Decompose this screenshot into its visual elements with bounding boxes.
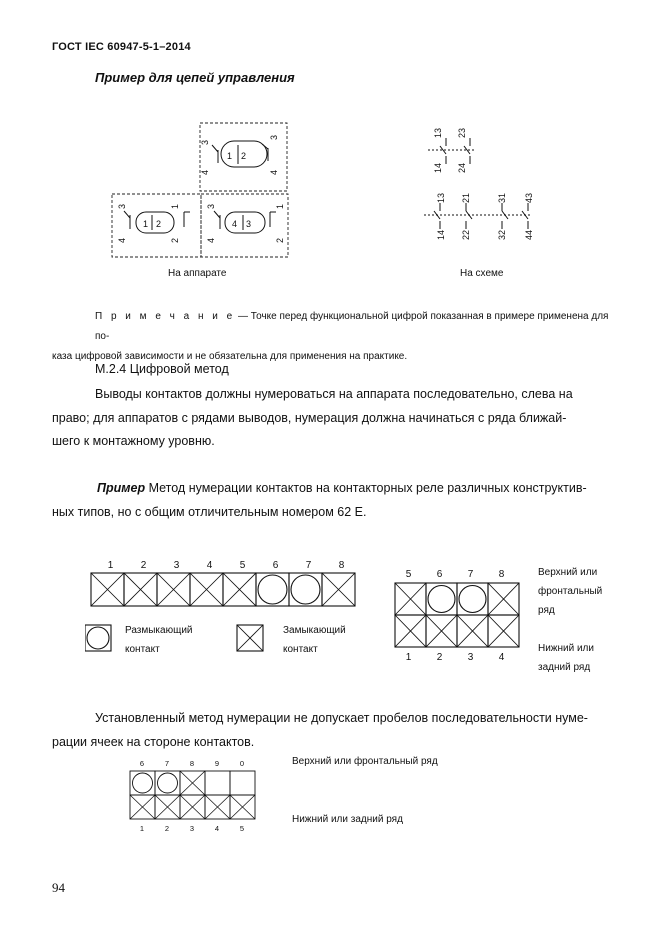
example-text-2: ных типов, но с общим отличительным номером 62 Е. xyxy=(52,504,367,519)
label-line: Верхний или xyxy=(538,567,598,578)
contact-cell xyxy=(85,625,111,651)
opening-contact-circle xyxy=(258,575,287,604)
terminal-number: 5 xyxy=(239,560,246,571)
terminal-number: 3 xyxy=(173,560,180,571)
terminal-number: 5 xyxy=(405,569,412,580)
terminal-number: 0 xyxy=(239,759,245,768)
terminal-number: 7 xyxy=(305,560,312,571)
paragraph-line: право; для аппаратов с рядами выводов, нумерация должна начинаться с ряда ближай- xyxy=(52,410,567,425)
label-line: ряд xyxy=(538,605,555,616)
label-line: Нижний или xyxy=(538,643,594,654)
upper-row-label-small: Верхний или фронтальный ряд xyxy=(292,756,438,767)
scheme-label: 13 xyxy=(433,127,443,138)
scheme-label: 31 xyxy=(497,192,507,203)
opening-contact-circle xyxy=(428,586,455,613)
terminal-number: 3 xyxy=(189,824,195,833)
contact-cell xyxy=(256,573,289,606)
scheme-label: 32 xyxy=(497,229,507,240)
scheme-diagram xyxy=(420,118,550,248)
device-right-coil xyxy=(225,212,265,233)
opening-contact-circle xyxy=(459,586,486,613)
label-line: контакт xyxy=(283,644,318,655)
device-label: 2 xyxy=(275,237,285,243)
device-label: 2 xyxy=(170,237,180,243)
section-title: М.2.4 Цифровой метод xyxy=(95,362,229,376)
opening-contact-circle xyxy=(158,773,178,793)
contact-cell xyxy=(457,583,488,615)
note-label: П р и м е ч а н и е xyxy=(95,311,236,322)
label-line: фронтальный xyxy=(538,586,603,597)
paragraph-line: рации ячеек на стороне контактов. xyxy=(52,734,255,749)
terminal-number: 3 xyxy=(467,652,474,663)
paragraph-line: Выводы контактов должны нумероваться на аппарата последовательно, слева на xyxy=(95,387,573,401)
terminal-number: 8 xyxy=(338,560,345,571)
contact-cell xyxy=(205,771,230,795)
contact-grid xyxy=(390,565,530,680)
page-number: 94 xyxy=(52,880,65,895)
terminal-number: 2 xyxy=(436,652,443,663)
note-text: — Точке перед функциональной цифрой показанная в примере применена для по- xyxy=(95,311,609,342)
terminal-number: 8 xyxy=(189,759,195,768)
opening-contact-circle xyxy=(291,575,320,604)
device-label: 4 xyxy=(200,169,210,175)
terminal-number: 7 xyxy=(164,759,170,768)
scheme-label: 14 xyxy=(436,229,446,240)
label-line: контакт xyxy=(125,644,160,655)
label-line: Замыкающий xyxy=(283,625,346,636)
upper-row-label xyxy=(538,563,602,620)
caption-device: На аппарате xyxy=(168,268,227,279)
contact-cell xyxy=(155,771,180,795)
scheme-label: 22 xyxy=(461,229,471,240)
note xyxy=(52,307,625,367)
terminal-number: 5 xyxy=(239,824,245,833)
scheme-label: 43 xyxy=(524,192,534,203)
contact-strip xyxy=(85,555,365,685)
device-label: 1 xyxy=(275,203,285,209)
contact-cell xyxy=(426,583,457,615)
example-2-text xyxy=(52,477,625,524)
terminal-number: 2 xyxy=(164,824,170,833)
device-label: 4 xyxy=(117,237,127,243)
caption-scheme: На схеме xyxy=(460,268,504,279)
terminal-number: 4 xyxy=(214,824,220,833)
terminal-number: 6 xyxy=(272,560,279,571)
terminal-number: 4 xyxy=(206,560,213,571)
terminal-number: 6 xyxy=(436,569,443,580)
lower-row-label xyxy=(538,639,594,677)
contact-cell xyxy=(289,573,322,606)
terminal-number: 2 xyxy=(140,560,147,571)
terminal-number: 1 xyxy=(107,560,114,571)
example-text: Метод нумерации контактов на контакторных реле различных конструктив- xyxy=(145,481,587,495)
coil-label: 2 xyxy=(241,151,247,161)
label-line: задний ряд xyxy=(538,662,591,673)
terminal-number: 9 xyxy=(214,759,220,768)
device-label: 3 xyxy=(206,203,216,209)
device-label: 4 xyxy=(269,169,279,175)
terminal-number: 1 xyxy=(139,824,145,833)
document-header: ГОСТ IEC 60947-5-1–2014 xyxy=(52,41,191,53)
paragraph-1 xyxy=(52,383,625,454)
device-block-right-frame xyxy=(201,194,288,257)
coil-label: 4 xyxy=(232,219,238,229)
legend-close-label xyxy=(283,621,346,659)
device-label: 3 xyxy=(269,134,279,140)
paragraph-line: шего к монтажному уровню. xyxy=(52,434,215,448)
coil-label: 1 xyxy=(143,219,149,229)
paragraph-2 xyxy=(52,707,625,754)
legend-open-label xyxy=(125,621,193,659)
device-left-coil xyxy=(136,212,174,233)
scheme-label: 21 xyxy=(461,192,471,203)
example-title: Пример для цепей управления xyxy=(95,70,295,85)
coil-label: 2 xyxy=(156,219,162,229)
scheme-label: 23 xyxy=(457,127,467,138)
paragraph-line: Установленный метод нумерации не допускает пробелов последовательности нуме- xyxy=(95,711,588,725)
terminal-number: 1 xyxy=(405,652,412,663)
lower-row-label-small: Нижний или задний ряд xyxy=(292,814,403,825)
contact-cell xyxy=(130,771,155,795)
terminal-number: 7 xyxy=(467,569,474,580)
device-diagram xyxy=(100,115,300,265)
opening-contact-circle xyxy=(133,773,153,793)
scheme-label: 14 xyxy=(433,162,443,173)
device-label: 1 xyxy=(170,203,180,209)
example-label: Пример xyxy=(97,481,146,495)
terminal-number: 8 xyxy=(498,569,505,580)
coil-label: 3 xyxy=(246,219,252,229)
opening-contact-circle xyxy=(87,627,109,649)
coil-label: 1 xyxy=(227,151,233,161)
contact-grid-small xyxy=(125,755,260,840)
scheme-label: 24 xyxy=(457,162,467,173)
device-label: 3 xyxy=(117,203,127,209)
note-text-2: каза цифровой зависимости и не обязательна для применения на практике. xyxy=(52,351,408,362)
terminal-number: 4 xyxy=(498,652,505,663)
device-label: 4 xyxy=(206,237,216,243)
device-label: 3 xyxy=(200,139,210,145)
scheme-label: 13 xyxy=(436,192,446,203)
scheme-label: 44 xyxy=(524,229,534,240)
contact-cell xyxy=(230,771,255,795)
label-line: Размыкающий xyxy=(125,625,193,636)
terminal-number: 6 xyxy=(139,759,145,768)
